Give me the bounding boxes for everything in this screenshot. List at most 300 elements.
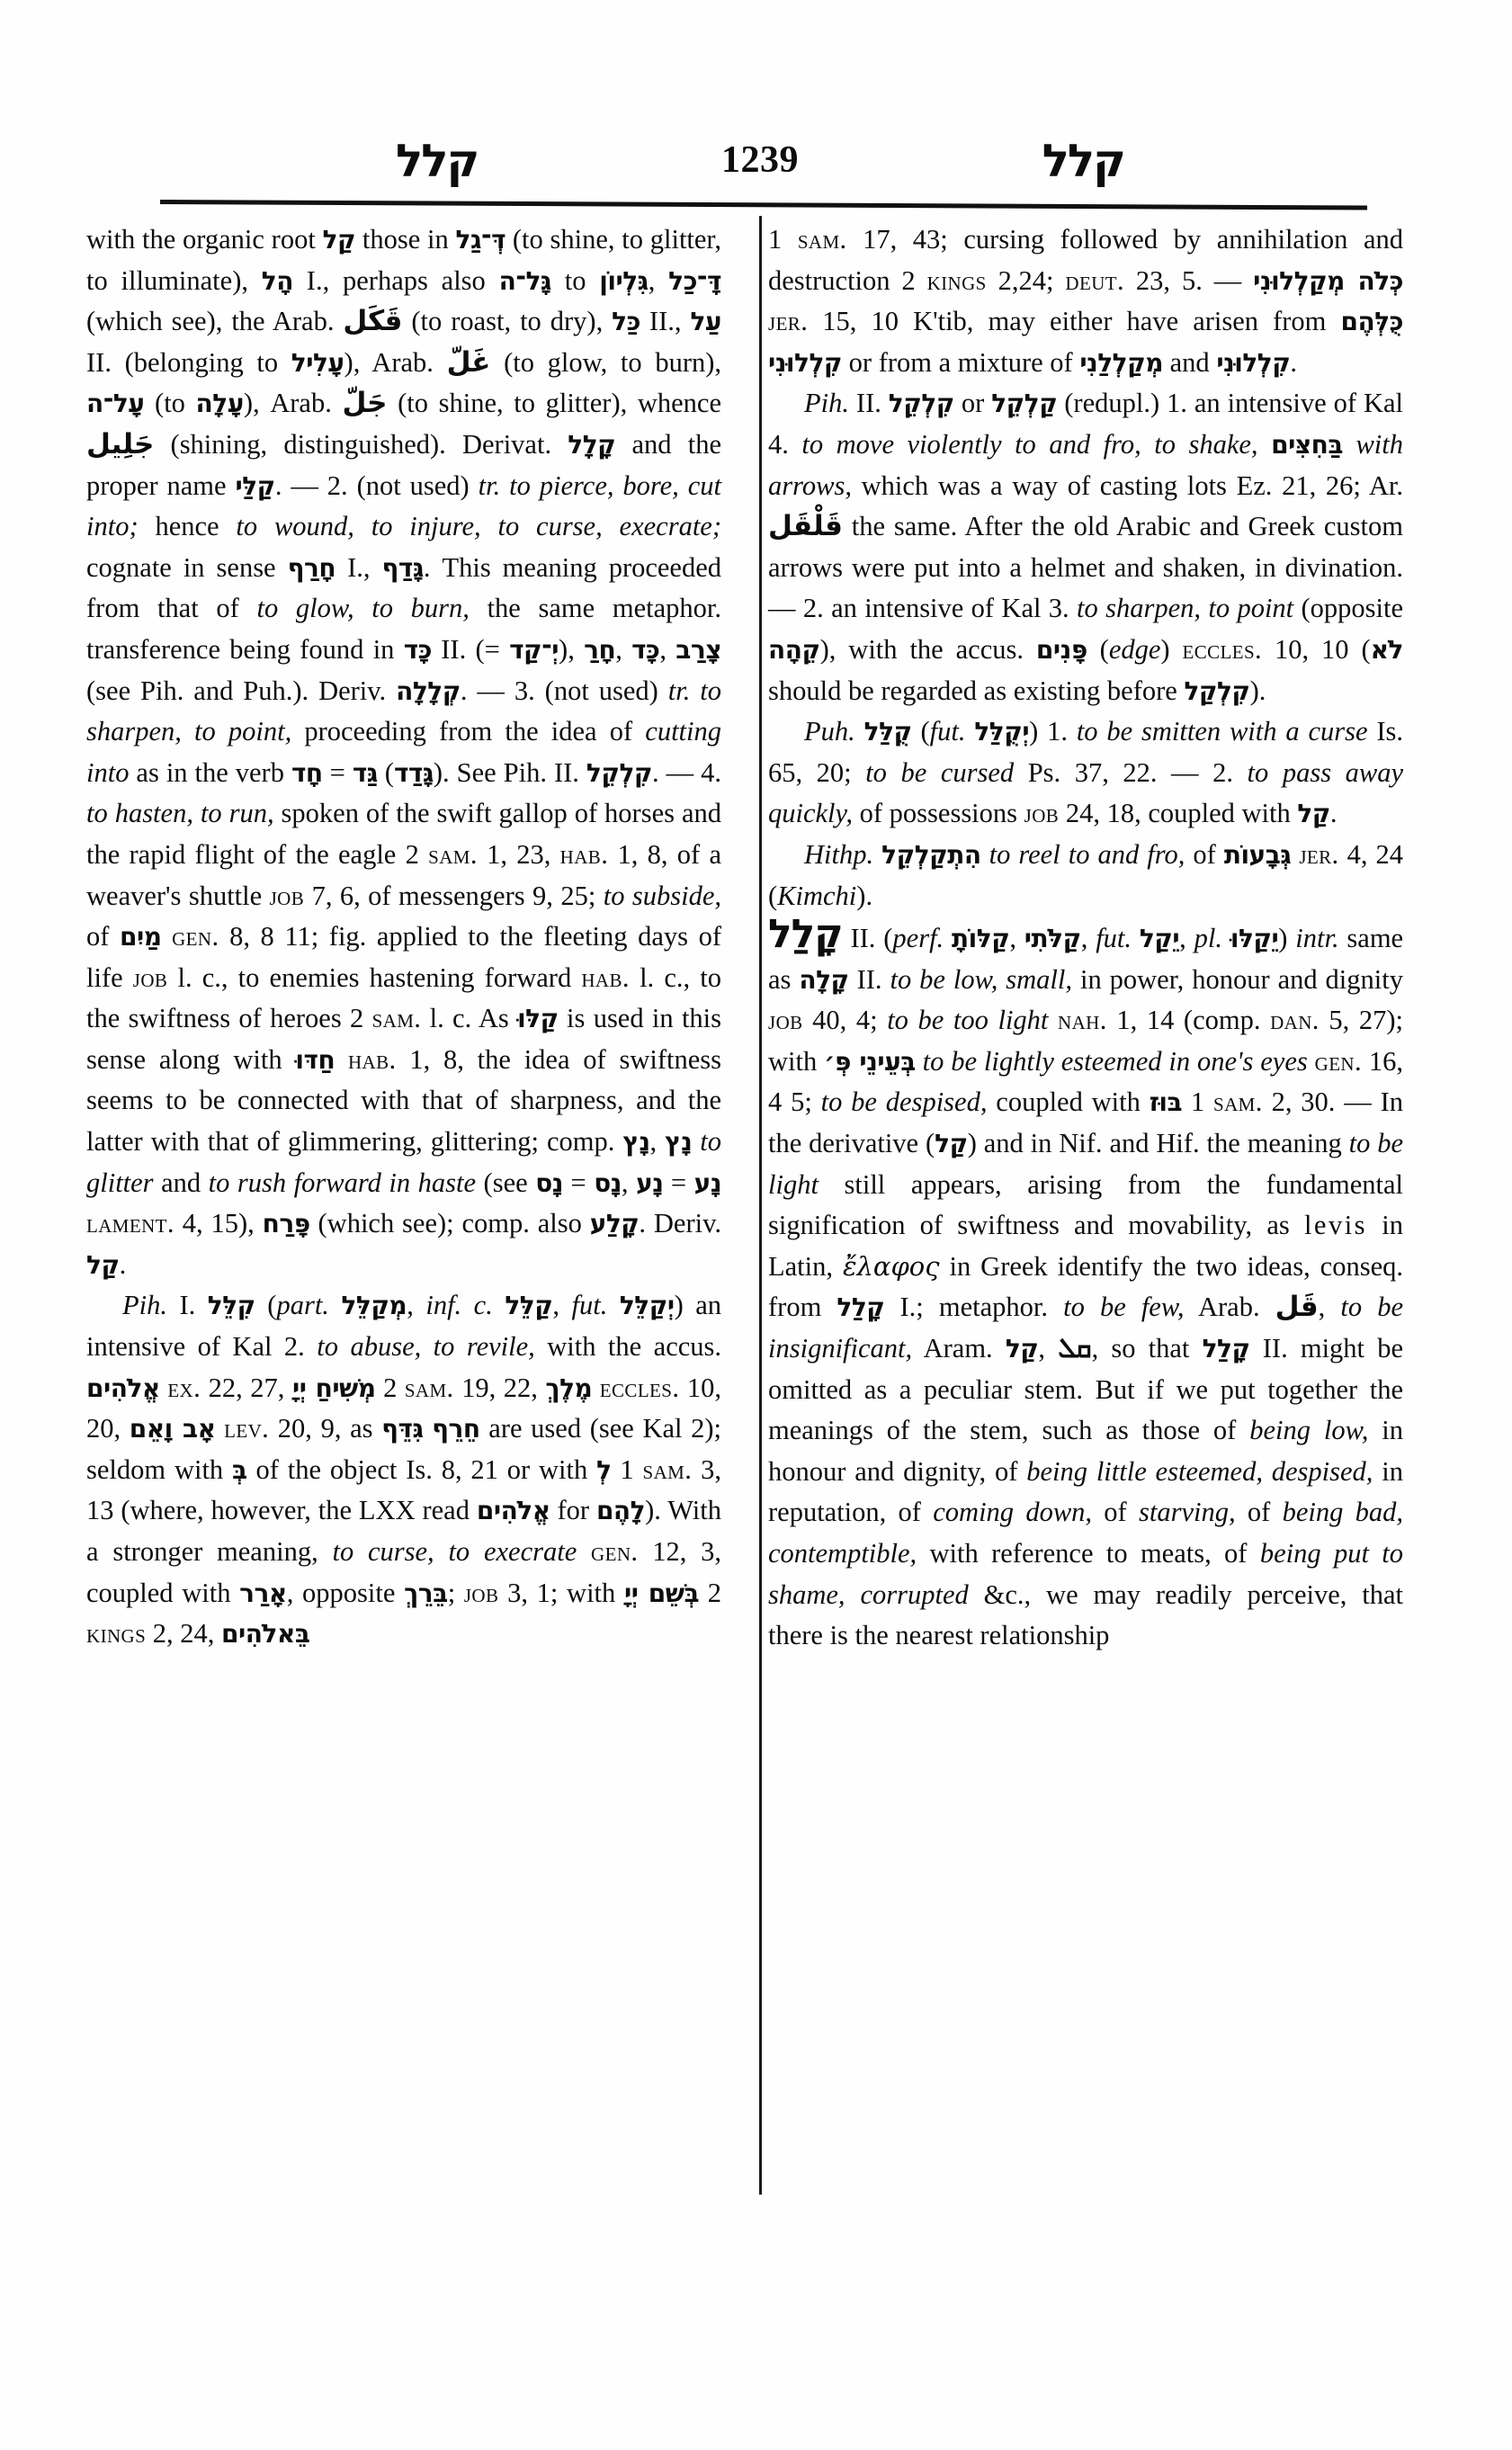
body-text: and	[1163, 346, 1217, 378]
scripture-reference: lament.	[86, 1208, 174, 1239]
hebrew-term: נָס	[594, 1167, 622, 1198]
body-text: with the organic root	[86, 224, 323, 255]
body-text	[335, 1044, 348, 1075]
body-text: ,	[648, 264, 669, 296]
body-text: ). With a stronger meaning,	[86, 1495, 721, 1567]
column-right	[741, 219, 1403, 1657]
body-text: 16, 4 5;	[768, 1045, 1404, 1118]
hebrew-term: עָל־ה	[86, 389, 145, 419]
hebrew-term: דְּ־גַל	[455, 225, 506, 255]
body-text: same as	[768, 923, 1404, 995]
gloss-text: fut.	[1096, 923, 1132, 954]
arabic-term: ܩܠ	[1058, 1332, 1092, 1365]
scripture-reference: gen.	[591, 1536, 639, 1567]
body-text: with reference to meats, of	[917, 1538, 1260, 1569]
body-text: ,	[1318, 1292, 1341, 1323]
gloss-text: Hithp.	[804, 838, 874, 870]
body-text: (opposite	[1293, 593, 1403, 624]
gloss-text: Puh.	[804, 716, 855, 747]
scripture-reference: job	[132, 961, 168, 993]
hebrew-term: בּוּז	[1149, 1087, 1183, 1118]
hebrew-term: יְקֻלַּל	[974, 717, 1030, 747]
scripture-reference: job	[463, 1577, 499, 1608]
gloss-text: to be despised,	[820, 1086, 988, 1118]
scripture-reference: sam.	[642, 1453, 693, 1485]
scripture-reference: kings	[926, 264, 987, 296]
page-number: 1239	[721, 139, 799, 181]
body-text: 17, 43; cursing followed by annihilation and destruction 2	[768, 224, 1403, 296]
body-text: (to shine, to glitter), whence	[387, 388, 721, 419]
body-text: l. c., to the swiftness of heroes 2	[86, 961, 721, 1034]
body-text: II. might be omitted as a peculiar stem. But if we put together the meanings of the stem, such as those of	[768, 1333, 1403, 1446]
gloss-text: to be low, small,	[890, 963, 1073, 995]
scripture-reference: eccles.	[599, 1372, 680, 1403]
body-text: 1, 8, the idea of swiftness seems to be connected with that of sharpness, and the latter with that of glimmering, glittering; comp.	[86, 1043, 721, 1158]
body-text: of	[86, 921, 120, 952]
hebrew-term: לְ	[596, 1454, 612, 1485]
scripture-reference: job	[269, 880, 305, 911]
scripture-reference: sam.	[404, 1372, 454, 1403]
body-text: . — 4.	[652, 756, 721, 788]
body-text: )	[1160, 633, 1183, 665]
gloss-text: coming down,	[933, 1497, 1093, 1528]
scripture-reference: sam.	[371, 1003, 422, 1034]
hebrew-term: גָּל־ה	[498, 265, 551, 296]
hebrew-term: הָל	[261, 265, 293, 296]
hebrew-term: קַלּוּ	[517, 1004, 559, 1034]
arabic-term: قَكَل	[343, 305, 403, 338]
gloss-text: being bad, contemptible,	[768, 1497, 1403, 1569]
body-text: those in	[355, 224, 456, 255]
hebrew-term: גָּדַף	[381, 552, 424, 583]
hebrew-term: גִּלְיוֹן	[599, 265, 649, 296]
body-text: 2,24;	[986, 264, 1066, 296]
body-text: ) and in Nif. and Hif. the meaning	[967, 1128, 1349, 1159]
hebrew-term: קָלָה	[799, 964, 849, 995]
body-text: in power, honour and dignity	[1072, 963, 1403, 995]
body-text: ).	[1249, 675, 1266, 706]
paragraph	[768, 711, 1403, 835]
body-text: . — 2. (not used)	[274, 469, 479, 501]
scripture-reference: gen.	[1314, 1045, 1363, 1077]
arabic-term: قَلْقَل	[768, 510, 843, 543]
hebrew-term: בְּשֵׁם יְיָ	[623, 1578, 700, 1608]
body-text: ;	[447, 1577, 464, 1608]
body-text: (to glow, to burn),	[490, 346, 722, 378]
body-text: 3, 13 (where, however, the LXX read	[86, 1453, 721, 1526]
body-text: cognate in sense	[86, 551, 288, 583]
body-text: ). See Pih. II.	[433, 756, 586, 788]
body-text: (	[255, 1290, 277, 1321]
body-text: levis	[1303, 1210, 1368, 1241]
column-left	[86, 219, 741, 1657]
body-text: 3, 1; with	[498, 1577, 624, 1608]
body-text: still appears, arising from the fundamental signification of swiftness and movability, as	[768, 1168, 1403, 1241]
body-text: II.,	[640, 306, 691, 337]
body-text: 15, 10 K'tib, may either have arisen from	[808, 306, 1341, 337]
gloss-text: starving,	[1139, 1497, 1236, 1528]
gloss-text: to curse, to execrate	[332, 1536, 577, 1567]
body-text: 2, 24,	[146, 1618, 222, 1650]
body-text: should be regarded as existing before	[768, 675, 1185, 706]
body-text: 2, 30. — In the derivative (	[768, 1086, 1403, 1159]
gloss-text: to rush forward in haste	[208, 1167, 477, 1198]
body-text	[1308, 1046, 1315, 1077]
body-text: ) 1.	[1029, 716, 1077, 747]
body-text: ,	[407, 1290, 426, 1321]
body-text	[424, 1413, 433, 1444]
body-text: as in the verb	[129, 756, 291, 788]
scripture-reference: jer.	[768, 306, 809, 337]
gloss-text: to be smitten with a curse	[1076, 716, 1368, 747]
greek-term: ἔλαφος	[842, 1250, 940, 1282]
gloss-text: to be few,	[1063, 1292, 1185, 1323]
body-text: 22, 27,	[201, 1372, 292, 1403]
body-text: for	[550, 1495, 596, 1526]
body-text	[592, 1373, 600, 1403]
hebrew-term: נָע	[693, 1167, 722, 1198]
hebrew-term: קַל	[935, 1129, 968, 1159]
scripture-reference: lev.	[224, 1413, 270, 1444]
body-text: or from a mixture of	[842, 346, 1080, 378]
hebrew-term: נָץ	[665, 1127, 693, 1158]
body-text: ),	[559, 633, 585, 665]
hebrew-term: נָץ	[622, 1127, 650, 1158]
body-text: ).	[856, 880, 873, 911]
hebrew-term: קַל	[1005, 1334, 1039, 1364]
body-text: . This meaning proceeded from that of	[86, 551, 721, 624]
gloss-text: fut.	[929, 716, 966, 747]
paragraph	[768, 219, 1403, 383]
body-text: (shining, distinguished). Derivat.	[154, 428, 568, 460]
body-text: 7, 6, of messengers 9, 25;	[304, 880, 604, 911]
hebrew-term: קַל	[322, 225, 356, 255]
body-text: ) an intensive of Kal 2.	[86, 1290, 722, 1363]
hebrew-term: קָלָל	[568, 429, 616, 460]
running-head	[144, 106, 1367, 185]
body-text: 12, 3, coupled with	[86, 1536, 722, 1608]
gloss-text: Pih.	[804, 388, 849, 419]
body-text: )	[1278, 923, 1296, 954]
body-text: of	[1185, 838, 1224, 870]
hebrew-term: אֱלֹהִים	[476, 1496, 550, 1526]
scripture-reference: gen.	[172, 921, 219, 952]
body-text: .	[119, 1248, 127, 1280]
body-text: (see	[476, 1167, 536, 1198]
body-text	[873, 839, 881, 870]
hebrew-term: צָרַב	[675, 634, 722, 665]
scripture-reference: deut.	[1065, 264, 1125, 296]
body-text: , opposite	[286, 1577, 405, 1608]
body-text	[855, 716, 864, 747]
body-text	[577, 1536, 591, 1567]
gloss-text: with arrows,	[768, 428, 1404, 501]
body-text: 19, 22,	[453, 1372, 546, 1403]
hebrew-term: קַלַּי	[235, 470, 275, 501]
body-text	[1258, 429, 1272, 460]
gloss-text: edge	[1108, 633, 1161, 665]
hebrew-term: גַּד	[352, 757, 378, 788]
body-text: (see Pih. and Puh.). Deriv.	[86, 675, 397, 706]
arabic-term: غَلّ	[446, 345, 491, 379]
hebrew-term: קַלְקֵל	[991, 389, 1058, 419]
hebrew-term: חַדּוּ	[295, 1044, 336, 1075]
hebrew-term: כָּד	[403, 634, 433, 665]
body-text: coupled with	[987, 1086, 1150, 1118]
hebrew-term: גָּדַד	[393, 757, 434, 788]
body-text: ,	[621, 1167, 637, 1198]
body-text: proceeding from the idea of	[291, 716, 646, 747]
body-text: Ps. 37, 22. — 2.	[1014, 756, 1248, 788]
running-head-right-headword: קלל	[1042, 135, 1124, 187]
body-text	[1222, 923, 1230, 953]
body-text: in Greek identify the two ideas, conseq. from	[768, 1250, 1403, 1323]
body-text	[607, 1290, 620, 1320]
gloss-text: pl.	[1194, 923, 1222, 954]
gloss-text: tr. to pierce, bore, cut into;	[86, 469, 721, 542]
body-text	[981, 839, 989, 870]
scripture-reference: kings	[86, 1618, 147, 1650]
body-text	[944, 923, 952, 953]
hebrew-term: מְשִׁיחַ יְיָ	[291, 1373, 376, 1403]
body-text: (to roast, to dry),	[402, 306, 613, 337]
body-text: hence	[138, 511, 237, 542]
hebrew-term: גִּדֵּף	[381, 1414, 424, 1444]
body-text: . — 3. (not used)	[460, 675, 668, 706]
body-text: ,	[649, 1126, 666, 1158]
body-text: Is. 65, 20;	[768, 716, 1404, 788]
hebrew-term: כָּד	[631, 634, 660, 665]
hebrew-term: אָרַר	[239, 1578, 287, 1608]
gloss-text: to glitter	[86, 1126, 722, 1198]
body-text: . Deriv.	[639, 1208, 721, 1239]
body-text: 10, 20,	[86, 1372, 722, 1444]
hebrew-term: נָס	[535, 1167, 563, 1198]
gloss-text: to sharpen, to point	[1077, 593, 1294, 624]
hebrew-term: בְּ	[232, 1454, 247, 1485]
body-text: l. c., to enemies hastening forward	[167, 961, 582, 993]
body-text: ,	[1009, 923, 1024, 954]
body-text: Arab.	[1184, 1292, 1275, 1323]
body-text: (	[1087, 633, 1109, 665]
body-text: ,	[1080, 923, 1096, 954]
body-text: and	[153, 1167, 209, 1198]
hebrew-term: אֱלֹהִים	[86, 1373, 160, 1403]
gloss-text: tr. to sharpen, to point,	[86, 675, 721, 747]
body-text: of possessions	[853, 798, 1024, 829]
body-text: ,	[615, 633, 632, 665]
body-text: (to	[144, 388, 196, 419]
scripture-reference: nah.	[1058, 1005, 1107, 1036]
hebrew-term: מְקַלֵּל	[341, 1291, 407, 1321]
scripture-reference: hab.	[581, 961, 630, 993]
body-text: II.	[848, 388, 889, 419]
body-text	[965, 716, 974, 747]
hebrew-term: מֶלֶךְ	[545, 1373, 593, 1403]
gloss-text: inf. c.	[425, 1290, 493, 1321]
hebrew-term: קִלְקַל	[1184, 675, 1250, 706]
paragraph	[768, 383, 1403, 711]
scripture-reference: ex.	[167, 1372, 201, 1403]
body-text: 2	[375, 1372, 405, 1403]
paragraph	[86, 219, 721, 1285]
gloss-text: Pih.	[122, 1290, 167, 1321]
hebrew-term: יֵקַל	[1139, 924, 1180, 954]
hebrew-term: בֵּרֵךְ	[404, 1578, 448, 1608]
body-text: ,	[1179, 923, 1194, 954]
gloss-text: to reel to and fro,	[989, 838, 1185, 870]
body-text: the same. After the old Arabic and Greek custom arrows were put into a helmet and shaken, in divination. — 2. an intensive of Kal 3.	[768, 511, 1403, 624]
body-text: 1	[768, 224, 798, 255]
gloss-text: perf.	[892, 923, 944, 954]
body-text	[215, 1413, 224, 1444]
body-text: or	[953, 388, 992, 419]
hebrew-term: יְ־קַד	[509, 634, 559, 665]
body-text: 5, 27); with	[768, 1005, 1403, 1077]
body-text: (redupl.) 1. an intensive of Kal 4.	[768, 388, 1403, 460]
hebrew-term: חָד	[291, 757, 323, 788]
hebrew-term: דָּ־כַל	[668, 265, 722, 296]
body-text: 2	[699, 1577, 721, 1608]
scripture-reference: jer.	[1299, 838, 1339, 870]
hebrew-term: חֵרֵף	[432, 1414, 480, 1444]
body-text: ), Arab.	[344, 346, 447, 378]
body-text	[1343, 429, 1356, 460]
body-text: ), with the accus.	[819, 633, 1036, 665]
body-text: (to shine, to glitter, to illuminate),	[86, 224, 721, 296]
body-text	[1048, 1005, 1058, 1035]
scripture-reference: sam.	[797, 224, 847, 255]
hebrew-term: עַל	[690, 307, 721, 337]
gloss-text: being put to shame, corrupted	[768, 1538, 1403, 1610]
gloss-text: to abuse, to revile,	[317, 1331, 535, 1363]
gloss-text: to wound, to injure, to curse, execrate;	[236, 511, 721, 542]
body-text: ,	[659, 633, 676, 665]
scripture-reference: dan.	[1270, 1005, 1320, 1036]
body-text: ), Arab.	[243, 388, 343, 419]
scripture-reference: sam.	[428, 838, 478, 870]
hebrew-term: הִתְקַלְקֵל	[881, 839, 981, 870]
body-text: .	[1290, 346, 1297, 378]
gloss-text: to be insignificant,	[768, 1292, 1403, 1364]
body-text: (	[377, 756, 394, 788]
body-text: which was a way of casting lots Ez. 21, 26; Ar.	[851, 469, 1403, 501]
running-head-left-headword: קלל	[396, 135, 479, 187]
body-text: &c., we may readily perceive, that there is the nearest relationship	[768, 1578, 1403, 1651]
body-text: are used (see Kal 2); seldom with	[86, 1413, 721, 1485]
gloss-text: part.	[276, 1290, 329, 1321]
body-text: in honour and dignity, of	[768, 1415, 1403, 1487]
hebrew-term: פָּנִים	[1035, 634, 1087, 665]
arabic-term: جَلِيل	[86, 427, 155, 460]
hebrew-term: נָע	[636, 1167, 664, 1198]
gloss-text: to be cursed	[865, 756, 1015, 788]
body-text: 1, 14 (comp.	[1106, 1005, 1271, 1036]
scripture-reference: eccles.	[1182, 633, 1263, 665]
gloss-text: to be light	[768, 1128, 1404, 1200]
body-text	[493, 1290, 505, 1320]
body-text: , so that	[1091, 1333, 1203, 1364]
hebrew-term: קֻלַּל	[863, 717, 912, 747]
entry-headword: קָלַל	[768, 911, 843, 958]
body-text	[1132, 923, 1140, 953]
hebrew-term: עָלִיל	[291, 347, 344, 378]
body-text: II. (	[842, 923, 893, 954]
paragraph	[86, 1285, 721, 1654]
hebrew-term: קִלֵּל	[207, 1291, 255, 1321]
hebrew-term: חָרַ	[584, 634, 616, 665]
hebrew-term: מְקַלְלַנִי	[1079, 347, 1164, 378]
body-text: 20, 9, as	[269, 1413, 382, 1444]
body-text: (	[911, 716, 930, 747]
hebrew-term: כְּלֹה מְקַלְלוּנִי	[1253, 265, 1403, 296]
scripture-reference: hab.	[559, 838, 609, 870]
body-text: 1, 8, of a weaver's shuttle	[86, 838, 722, 911]
body-text	[916, 1046, 923, 1077]
paragraph	[768, 835, 1403, 917]
gloss-text: to subside,	[603, 880, 721, 911]
hebrew-term: קַל	[86, 1249, 120, 1280]
gloss-text: to pass away quickly,	[768, 756, 1403, 829]
scripture-reference: job	[768, 1005, 803, 1036]
body-text: I.,	[336, 551, 382, 583]
body-text: 24, 18, coupled with	[1059, 798, 1298, 829]
body-text: of	[1235, 1497, 1283, 1528]
hebrew-term: קִלְקֵל	[888, 389, 954, 419]
body-text: 1	[611, 1453, 643, 1485]
hebrew-term: יְקַלֵּל	[619, 1291, 675, 1321]
hebrew-term: קִלְקֵל	[586, 757, 653, 788]
hebrew-term: קַלֹּתִי	[1024, 924, 1081, 954]
hebrew-term: בְּעֵינֵי פְּ׳	[824, 1046, 916, 1077]
body-text	[329, 1290, 342, 1320]
body-text: (which see), the Arab.	[86, 306, 344, 337]
body-text: spoken of the swift gallop of horses and the rapid flight of the eagle 2	[86, 798, 721, 870]
body-text: I., perhaps also	[292, 264, 499, 296]
body-text: of the object Is. 8, 21 or with	[246, 1453, 597, 1485]
body-text	[692, 1126, 700, 1157]
body-text: 4, 24 (	[768, 838, 1403, 911]
header-rule	[160, 200, 1367, 210]
body-text: 4, 15),	[174, 1208, 263, 1239]
body-text: is used in this sense along with	[86, 1003, 722, 1075]
gloss-text: fut.	[571, 1290, 608, 1321]
body-text: =	[322, 756, 353, 788]
hebrew-term: בַּחִצִּים	[1271, 429, 1343, 460]
scripture-reference: hab.	[347, 1043, 397, 1075]
gloss-text: being low,	[1249, 1415, 1369, 1446]
text-body	[86, 219, 1430, 1657]
body-text: with the accus.	[534, 1331, 722, 1363]
hebrew-term: בֵּאלֹהִים	[221, 1619, 310, 1650]
hebrew-term: כַּל	[612, 307, 640, 337]
body-text: II. (=	[432, 633, 510, 665]
gloss-text: Kimchi	[777, 880, 857, 911]
hebrew-term: קָלַל	[1202, 1334, 1250, 1364]
body-text: I.; metaphor.	[884, 1292, 1064, 1323]
scripture-reference: job	[1024, 798, 1060, 829]
scripture-reference: sam.	[1213, 1086, 1263, 1118]
body-text: 1	[1182, 1086, 1214, 1118]
body-text: 40, 4;	[802, 1005, 888, 1036]
body-text: in Latin,	[768, 1210, 1403, 1282]
body-text: =	[562, 1167, 595, 1198]
hebrew-term: קֵהָה	[768, 634, 820, 665]
body-text: l. c. As	[421, 1003, 518, 1034]
body-text: =	[663, 1167, 694, 1198]
body-text: Aram.	[912, 1333, 1006, 1364]
hebrew-term: עָלָה	[195, 389, 244, 419]
